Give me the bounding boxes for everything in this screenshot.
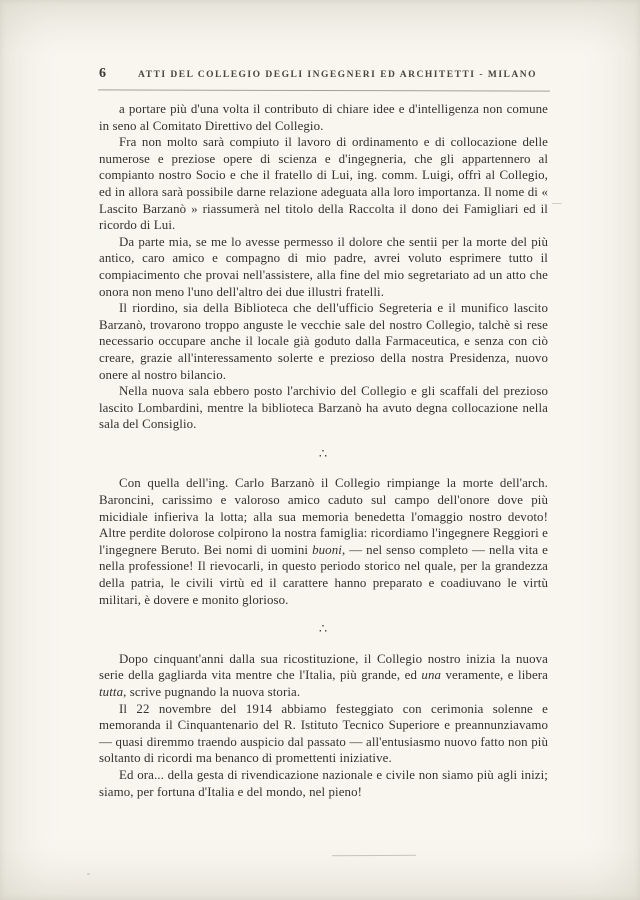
header-rule (98, 89, 550, 91)
paragraph (99, 475, 548, 608)
scan-artifact (87, 873, 90, 875)
running-header-title: ATTI DEL COLLEGIO DEGLI INGEGNERI ED ARCHITETTI - MILANO (138, 70, 537, 80)
text-segment: a portare più d'una volta il contributo di chiare idee e d'intelligenza non comune in seno al Comitato Direttivo del Collegio. (99, 102, 548, 133)
paragraph (99, 101, 548, 134)
text-segment: Fra non molto sarà compiuto il lavoro di ordinamento e di collocazione delle numerose e preziose opere di scienza e d'ingegneria, che gli appartennero al compianto nostro Socio e che il fratello di Lui, ing. comm. Luigi, offrì al Collegio, ed in allora sarà possibile darne relazione adeguata alla loro importanza. Il nome di « Lascito Barzanò » riassumerà nel titolo della Raccolta il dono dei Famigliari ed il ricordo di Lui. (99, 135, 548, 233)
text-segment: veramente, e libera (441, 668, 548, 683)
section-separator: ∴ (318, 445, 329, 461)
text-segment-italic: una (421, 668, 442, 683)
paragraph (99, 234, 548, 300)
scan-artifact (552, 203, 562, 204)
text-segment: , scrive pugnando la nuova storia. (123, 685, 301, 699)
text-segment: Dopo cinquant'anni dalla sua ricostituzione, il Collegio nostro inizia la nuova serie della gagliarda vita mentre che l'Italia, più grande, ed (99, 651, 548, 683)
text-segment: , — nel senso completo — nella vita e nella professione! Il rievocarli, in questo periodo storico nel quale, per la grandezza della patria, le civili virtù ed il carattere hanno preparato e coadiuvano le virtù militari, è dovere e monito glorioso. (99, 542, 549, 607)
text-segment: Nella nuova sala ebbero posto l'archivio del Collegio e gli scaffali del prezioso lascito Lombardini, mentre la biblioteca Barzanò ha avuto degna collocazione nella sala del Consiglio. (99, 384, 548, 432)
text-segment-italic: tutta (99, 685, 124, 699)
paragraph (99, 651, 548, 701)
scan-artifact (332, 855, 416, 857)
text-segment: Con quella dell'ing. Carlo Barzanò il Collegio rimpiange la morte dell'arch. Baroncini, carissimo e valoroso amico caduto sul campo dell'onore dove più micidiale infieriva la lotta; alla sua memoria benedetta l'omaggio nostro devoto! Altre perdite dolorose colpirono la nostra famiglia: ricordiamo l'ingegnere Reggiori e l'ingegnere Beruto. Bei nomi di uomini (99, 476, 548, 557)
text-segment: Da parte mia, se me lo avesse permesso il dolore che sentii per la morte del più antico, caro amico e compagno di mio padre, avrei voluto esprimere tutto il compiacimento che provai nell'assistere, alla fine del mio segretariato ad un atto che onora non meno l'uno dell'altro dei due illustri fratelli. (99, 234, 548, 299)
page-body (99, 101, 548, 800)
text-segment-italic: buoni (312, 542, 342, 557)
text-segment: Il 22 novembre del 1914 abbiamo festeggiato con cerimonia solenne e memoranda il Cinquantenario del R. Istituto Tecnico Superiore e preannunziavamo — quasi diremmo traendo auspicio dal passato — all'entusiasmo nuovo fatto non più soltanto di ricordi ma benanco di promettenti iniziative. (99, 701, 548, 766)
paragraph (99, 300, 548, 383)
page-header (99, 66, 548, 82)
section-separator: ∴ (318, 621, 329, 637)
paragraph (99, 134, 548, 234)
text-segment: Il riordino, sia della Biblioteca che dell'ufficio Segreteria e il munifico lascito Barzanò, trovarono troppo anguste le vecchie sale del nostro Collegio, talchè si rese necessario occupare anche il locale già goduto dalla Farmaceutica, e senza con ciò creare, grazie all'interessamento solerte e prezioso della nostra Presidenza, nuovo onere al nostro bilancio. (99, 301, 548, 382)
paragraph (99, 701, 548, 767)
paragraph (99, 383, 548, 433)
paragraph (99, 767, 548, 800)
text-segment: Ed ora... della gesta di rivendicazione nazionale e civile non siamo più agli inizi; siamo, per fortuna d'Italia e del mondo, nel pieno! (99, 767, 548, 799)
page-number: 6 (99, 66, 106, 81)
